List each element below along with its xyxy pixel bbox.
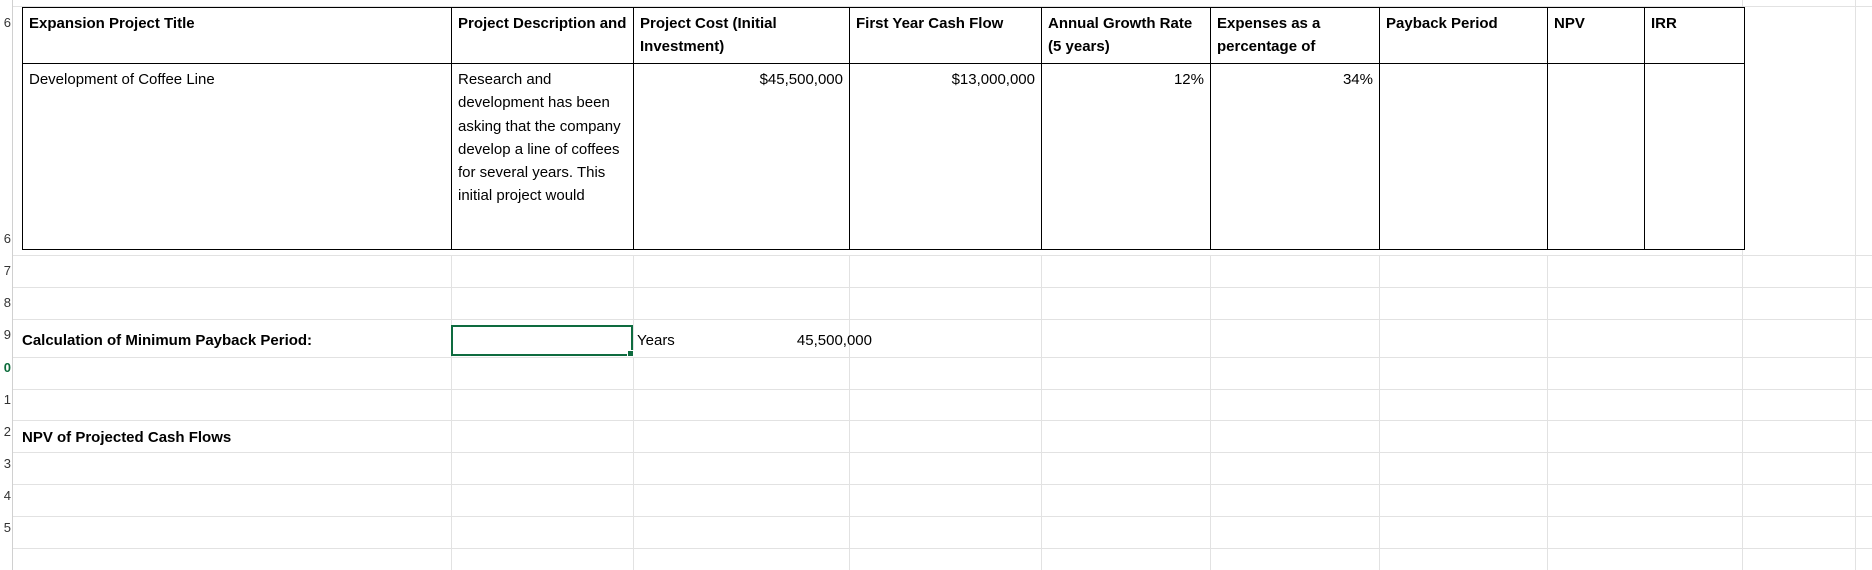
column-header-project-cost[interactable]: Project Cost (Initial Investment) xyxy=(634,8,850,64)
column-header-description[interactable]: Project Description and xyxy=(452,8,634,64)
column-header-growth-rate[interactable]: Annual Growth Rate (5 years) xyxy=(1042,8,1211,64)
cell-payback-period[interactable] xyxy=(1380,64,1548,250)
row-header[interactable]: 4 xyxy=(3,488,11,503)
cell-irr[interactable] xyxy=(1645,64,1745,250)
gridline-vertical xyxy=(1855,0,1856,570)
cell-npv[interactable] xyxy=(1548,64,1645,250)
fill-handle[interactable] xyxy=(627,350,634,357)
row-header[interactable]: 2 xyxy=(3,424,11,439)
cell-project-title[interactable]: Development of Coffee Line xyxy=(23,64,452,250)
gridline-vertical xyxy=(1041,256,1042,570)
row-header[interactable]: 1 xyxy=(3,392,11,407)
cell-project-description[interactable]: Research and development has been asking that the company develop a line of coffees for several years. This initial project would xyxy=(452,64,634,250)
table-header-row xyxy=(23,8,1745,64)
row-header[interactable]: 7 xyxy=(3,263,11,278)
gridline-horizontal xyxy=(13,548,1872,549)
column-header-expenses[interactable]: Expenses as a percentage of xyxy=(1211,8,1380,64)
column-header-first-year-cash-flow[interactable]: First Year Cash Flow xyxy=(850,8,1042,64)
table-row xyxy=(23,64,1745,250)
gridline-horizontal xyxy=(13,452,1872,453)
cell-expenses-percentage[interactable]: 34% xyxy=(1211,64,1380,250)
row-header[interactable]: 8 xyxy=(3,295,11,310)
gridline-horizontal xyxy=(13,420,1872,421)
cell-annual-growth-rate[interactable]: 12% xyxy=(1042,64,1211,250)
gridline-horizontal xyxy=(13,389,1872,390)
expansion-project-table[interactable] xyxy=(22,7,1745,250)
npv-projected-cash-flows-label[interactable]: NPV of Projected Cash Flows xyxy=(22,429,232,446)
gridline-vertical xyxy=(1547,256,1548,570)
column-header-payback-period[interactable]: Payback Period xyxy=(1380,8,1548,64)
row-header[interactable]: 6 xyxy=(3,231,11,246)
row-header[interactable]: 5 xyxy=(3,520,11,535)
cell-first-year-cash-flow[interactable]: $13,000,000 xyxy=(850,64,1042,250)
gridline-horizontal xyxy=(13,255,1872,256)
payback-period-input[interactable] xyxy=(451,325,633,356)
column-header-npv[interactable]: NPV xyxy=(1548,8,1645,64)
column-header-title[interactable]: Expansion Project Title xyxy=(23,8,452,64)
column-header-irr[interactable]: IRR xyxy=(1645,8,1745,64)
years-label[interactable]: Years xyxy=(637,332,675,349)
gridline-vertical xyxy=(451,256,452,570)
payback-period-label[interactable]: Calculation of Minimum Payback Period: xyxy=(22,332,313,349)
gridline-vertical xyxy=(1210,256,1211,570)
gridline-horizontal xyxy=(13,357,1872,358)
cell-project-cost[interactable]: $45,500,000 xyxy=(634,64,850,250)
row-header-gutter[interactable] xyxy=(0,0,13,570)
gridline-horizontal xyxy=(13,287,1872,288)
gridline-horizontal xyxy=(13,516,1872,517)
row-header[interactable]: 3 xyxy=(3,456,11,471)
payback-amount-value[interactable]: 45,500,000 xyxy=(796,332,872,349)
row-header[interactable]: 9 xyxy=(3,327,11,342)
payback-period-input-value[interactable] xyxy=(453,327,631,333)
gridline-vertical xyxy=(849,256,850,570)
row-header-selected[interactable]: 0 xyxy=(3,360,11,375)
gridline-vertical xyxy=(1379,256,1380,570)
gridline-horizontal xyxy=(13,484,1872,485)
gridline-vertical xyxy=(633,256,634,570)
row-header[interactable]: 6 xyxy=(3,15,11,30)
gridline-horizontal xyxy=(13,319,1872,320)
